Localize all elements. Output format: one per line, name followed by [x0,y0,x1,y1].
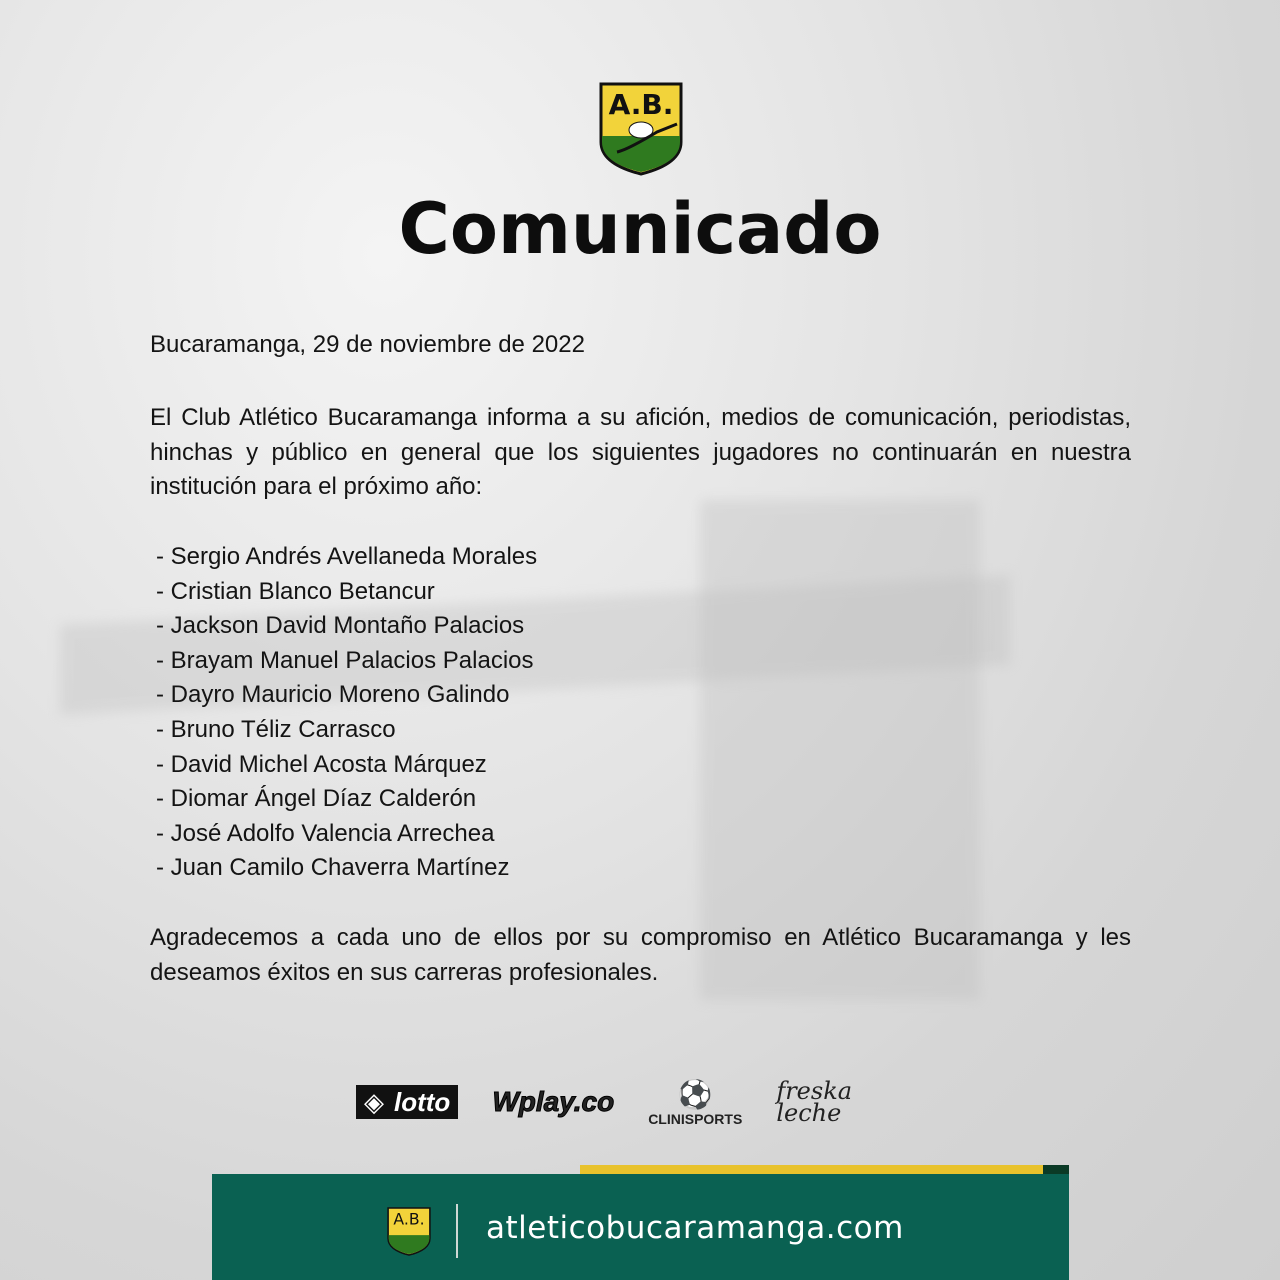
svg-text:A.B.: A.B. [608,88,674,121]
website-link[interactable]: atleticobucaramanga.com [486,1210,904,1246]
sponsor-lotto-logo: ◈ lotto [356,1085,458,1119]
accent-bar [580,1165,1043,1174]
svg-text:A.B.: A.B. [393,1209,425,1229]
players-list [156,540,1137,886]
club-crest-logo [597,80,685,176]
list-item: - Bruno Téliz Carrasco [156,715,396,743]
footer-bar [212,1174,1069,1280]
list-item: - Jackson David Montaño Palacios [156,612,525,640]
sponsor-wplay-logo: Wplay.co [492,1086,615,1117]
list-item: - Cristian Blanco Betancur [156,577,435,605]
page-title: Comunicado [398,188,882,270]
runner-icon: ⚽ [677,1078,713,1110]
list-item: - David Michel Acosta Márquez [156,750,487,778]
list-item: - Brayam Manuel Palacios Palacios [156,646,534,674]
list-item: - Sergio Andrés Avellaneda Morales [156,543,538,570]
list-item: - Dayro Mauricio Moreno Galindo [156,681,510,709]
club-crest-small-logo [386,1204,432,1258]
date-line: Bucaramanga, 29 de noviembre de 2022 [150,331,585,358]
closing-paragraph: Agradecemos a cada uno de ellos por su compromiso en Atlético Bucaramanga y les deseamos éxitos en sus carreras profesionales. [150,924,1131,986]
sponsor-freska-leche-logo: freska leche [776,1077,853,1127]
footer-divider [456,1204,458,1258]
list-item: - Juan Camilo Chaverra Martínez [156,854,510,882]
sponsor-clinisports-logo: ⚽ CLINISPORTS [648,1078,743,1127]
diamond-icon: ◈ [364,1086,384,1117]
list-item: - José Adolfo Valencia Arrechea [156,819,495,847]
intro-paragraph: El Club Atlético Bucaramanga informa a su afición, medios de comunicación, periodistas, hinchas y público en general que los siguientes jugadores no continuarán en nuestra institución para el próximo año: [150,404,1131,501]
list-item: - Diomar Ángel Díaz Calderón [156,785,477,813]
sponsors-row [356,1072,866,1132]
accent-square [1043,1165,1069,1174]
